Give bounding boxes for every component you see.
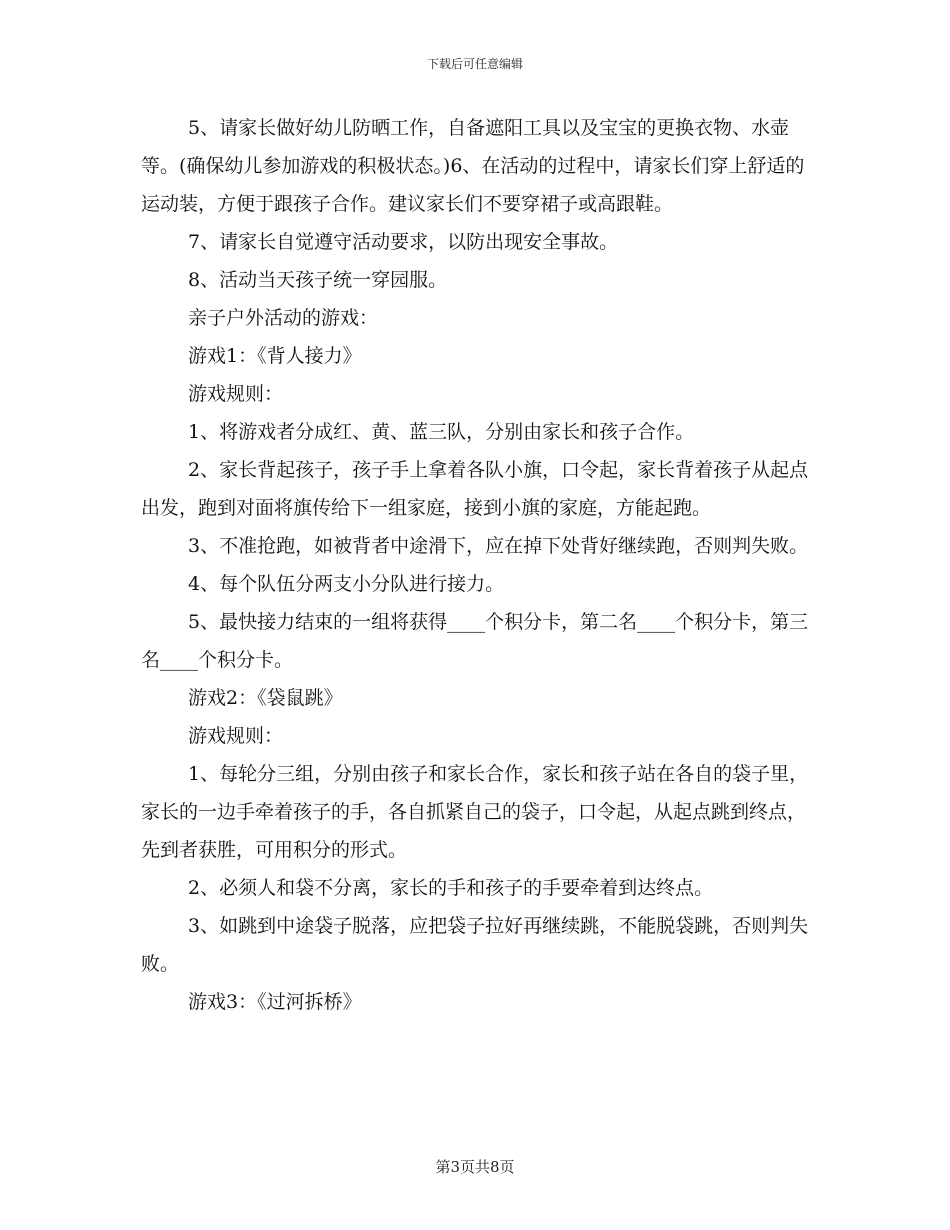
paragraph: 3、不准抢跑，如被背者中途滑下，应在掉下处背好继续跑，否则判失败。 bbox=[188, 535, 809, 557]
paragraph: 3、如跳到中途袋子脱落，应把袋子拉好再继续跳，不能脱袋跳，否则判失败。 bbox=[141, 915, 809, 975]
paragraph: 2、家长背起孩子，孩子手上拿着各队小旗，口令起，家长背着孩子从起点出发，跑到对面将旗传给下一组家庭，接到小旗的家庭，方能起跑。 bbox=[141, 459, 809, 519]
paragraph: 1、将游戏者分成红、黄、蓝三队，分别由家长和孩子合作。 bbox=[188, 421, 695, 443]
section-heading: 亲子户外活动的游戏： bbox=[188, 307, 379, 329]
paragraph: 7、请家长自觉遵守活动要求，以防出现安全事故。 bbox=[188, 231, 619, 253]
page-header: 下载后可任意编辑 bbox=[426, 57, 523, 71]
paragraph: 5、请家长做好幼儿防晒工作，自备遮阳工具以及宝宝的更换衣物、水壶等。(确保幼儿参加游戏的积极状态。)6、在活动的过程中，请家长们穿上舒适的运动装，方便于跟孩子合作。建议家长们不要穿裙子或高跟鞋。 bbox=[141, 117, 805, 215]
game-title: 游戏3：《过河拆桥》 bbox=[188, 991, 362, 1013]
paragraph: 4、每个队伍分两支小分队进行接力。 bbox=[188, 573, 505, 595]
paragraph: 1、每轮分三组，分别由孩子和家长合作，家长和孩子站在各自的袋子里，家长的一边手牵着孩子的手，各自抓紧自己的袋子，口令起，从起点跳到终点，先到者获胜，可用积分的形式。 bbox=[141, 763, 809, 861]
rules-heading: 游戏规则： bbox=[188, 383, 284, 405]
page-number: 第3页共8页 bbox=[435, 1158, 515, 1176]
document-body bbox=[141, 109, 821, 1021]
paragraph: 8、活动当天孩子统一穿园服。 bbox=[188, 269, 448, 291]
paragraph: 5、最快接力结束的一组将获得____个积分卡，第二名____个积分卡，第三名____个积分卡。 bbox=[141, 611, 809, 671]
game-title: 游戏1：《背人接力》 bbox=[188, 345, 362, 367]
rules-heading: 游戏规则： bbox=[188, 725, 284, 747]
paragraph: 2、必须人和袋不分离，家长的手和孩子的手要牵着到达终点。 bbox=[188, 877, 714, 899]
game-title: 游戏2：《袋鼠跳》 bbox=[188, 687, 343, 709]
